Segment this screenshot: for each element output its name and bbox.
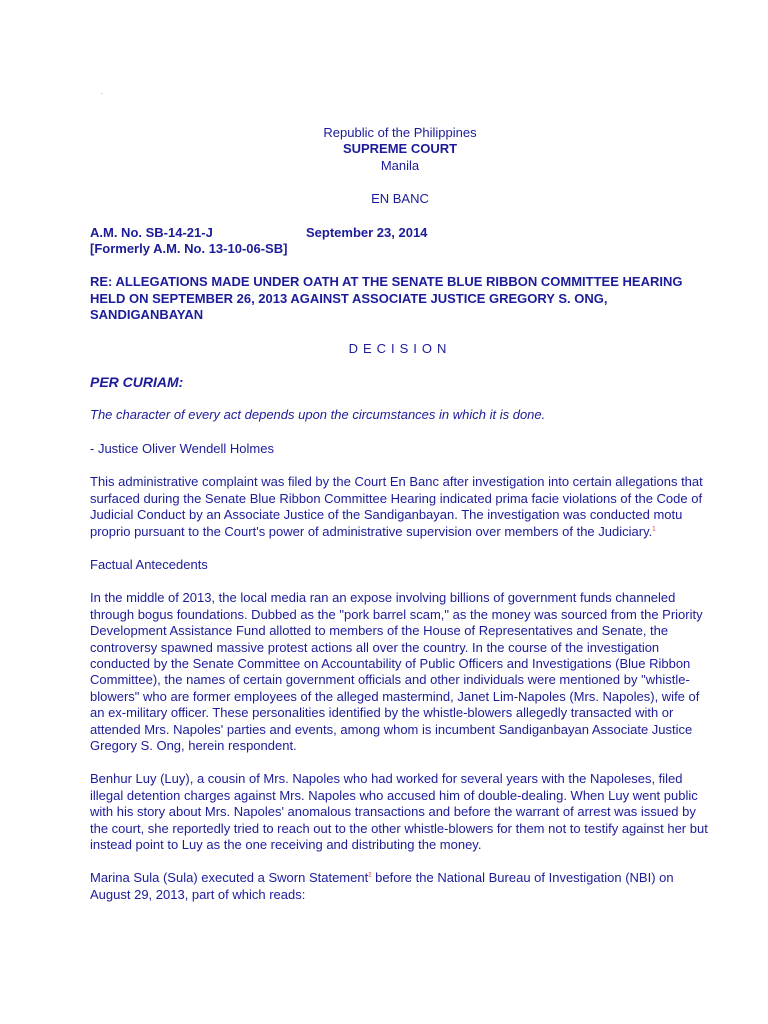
paragraph-luy: Benhur Luy (Luy), a cousin of Mrs. Napoles who had worked for several years with the Napoleses, filed illegal detention charges against Mrs. Napoles who accused him of double-dealing. When Luy went public with his story about Mrs. Napoles' anomalous transactions and before the warrant of arrest was issued by the court, she reportedly tried to reach out to the other whistle-blowers for them not to testify against her but instead point to Luy as the one receiving and distributing the money. <box>90 771 708 852</box>
paragraph-introduction-text: This administrative complaint was filed by the Court En Banc after investigation into certain allegations that surfaced during the Senate Blue Ribbon Committee Hearing indicated prima facie violations of the Code of Judicial Conduct by an Associate Justice of the Sandiganbayan. The investigation was conducted motu proprio pursuant to the Court's power of administrative supervision over members of the Judiciary. <box>90 474 703 539</box>
document-header <box>90 125 710 208</box>
scan-speck <box>101 93 103 94</box>
per-curiam-label: PER CURIAM: <box>90 374 184 391</box>
epigraph-quote: The character of every act depends upon the circumstances in which it is done. <box>90 407 546 423</box>
paragraph-sula <box>90 870 710 903</box>
case-info <box>90 225 710 258</box>
case-formerly: [Formerly A.M. No. 13-10-06-SB] <box>90 241 288 257</box>
document-page <box>90 125 710 903</box>
footnote-link-1[interactable]: 1 <box>652 526 656 533</box>
case-number-row <box>90 225 710 241</box>
court-name: SUPREME COURT <box>342 141 458 157</box>
paragraph-sula-text-after: before the National Bureau of Investigation (NBI) on August 29, 2013, part of which reads: <box>90 870 674 902</box>
division-line: EN BANC <box>371 191 429 207</box>
footnote-link-2[interactable]: 2 <box>368 873 372 880</box>
city-line: Manila <box>380 157 420 173</box>
case-date: September 23, 2014 <box>306 224 428 240</box>
paragraph-introduction <box>90 474 710 540</box>
paragraph-antecedents: In the middle of 2013, the local media ran an expose involving billions of government funds channeled through bogus foundations. Dubbed as the "pork barrel scam," as the money was sourced from the Priority Development Assistance Fund allotted to members of the House of Representatives and Senate, the controversy spawned massive protest actions all over the country. In the course of the investigation conducted by the Senate Committee on Accountability of Public Officers and Investigations (Blue Ribbon Committee), the names of certain government officials and other individuals were mentioned by "whistle-blowers" who are former employees of the alleged mastermind, Janet Lim-Napoles (Mrs. Napoles), wife of an ex-military officer. These personalities identified by the whistle-blowers allegedly transacted with or attended Mrs. Napoles' parties and events, among whom is incumbent Sandiganbayan Associate Justice Gregory S. Ong, herein respondent. <box>90 590 703 753</box>
decision-heading: DECISION <box>348 340 452 356</box>
epigraph-attribution: - Justice Oliver Wendell Holmes <box>90 440 274 456</box>
section-heading: Factual Antecedents <box>90 556 208 572</box>
case-title: RE: ALLEGATIONS MADE UNDER OATH AT THE SENATE BLUE RIBBON COMMITTEE HEARING HELD ON SEPTEMBER 26, 2013 AGAINST ASSOCIATE JUSTICE GREGORY S. ONG, SANDIGANBAYAN <box>90 274 683 323</box>
case-number: A.M. No. SB-14-21-J <box>90 224 213 240</box>
paragraph-sula-text-before: Marina Sula (Sula) executed a Sworn Statement <box>90 870 369 886</box>
republic-line: Republic of the Philippines <box>323 125 477 140</box>
